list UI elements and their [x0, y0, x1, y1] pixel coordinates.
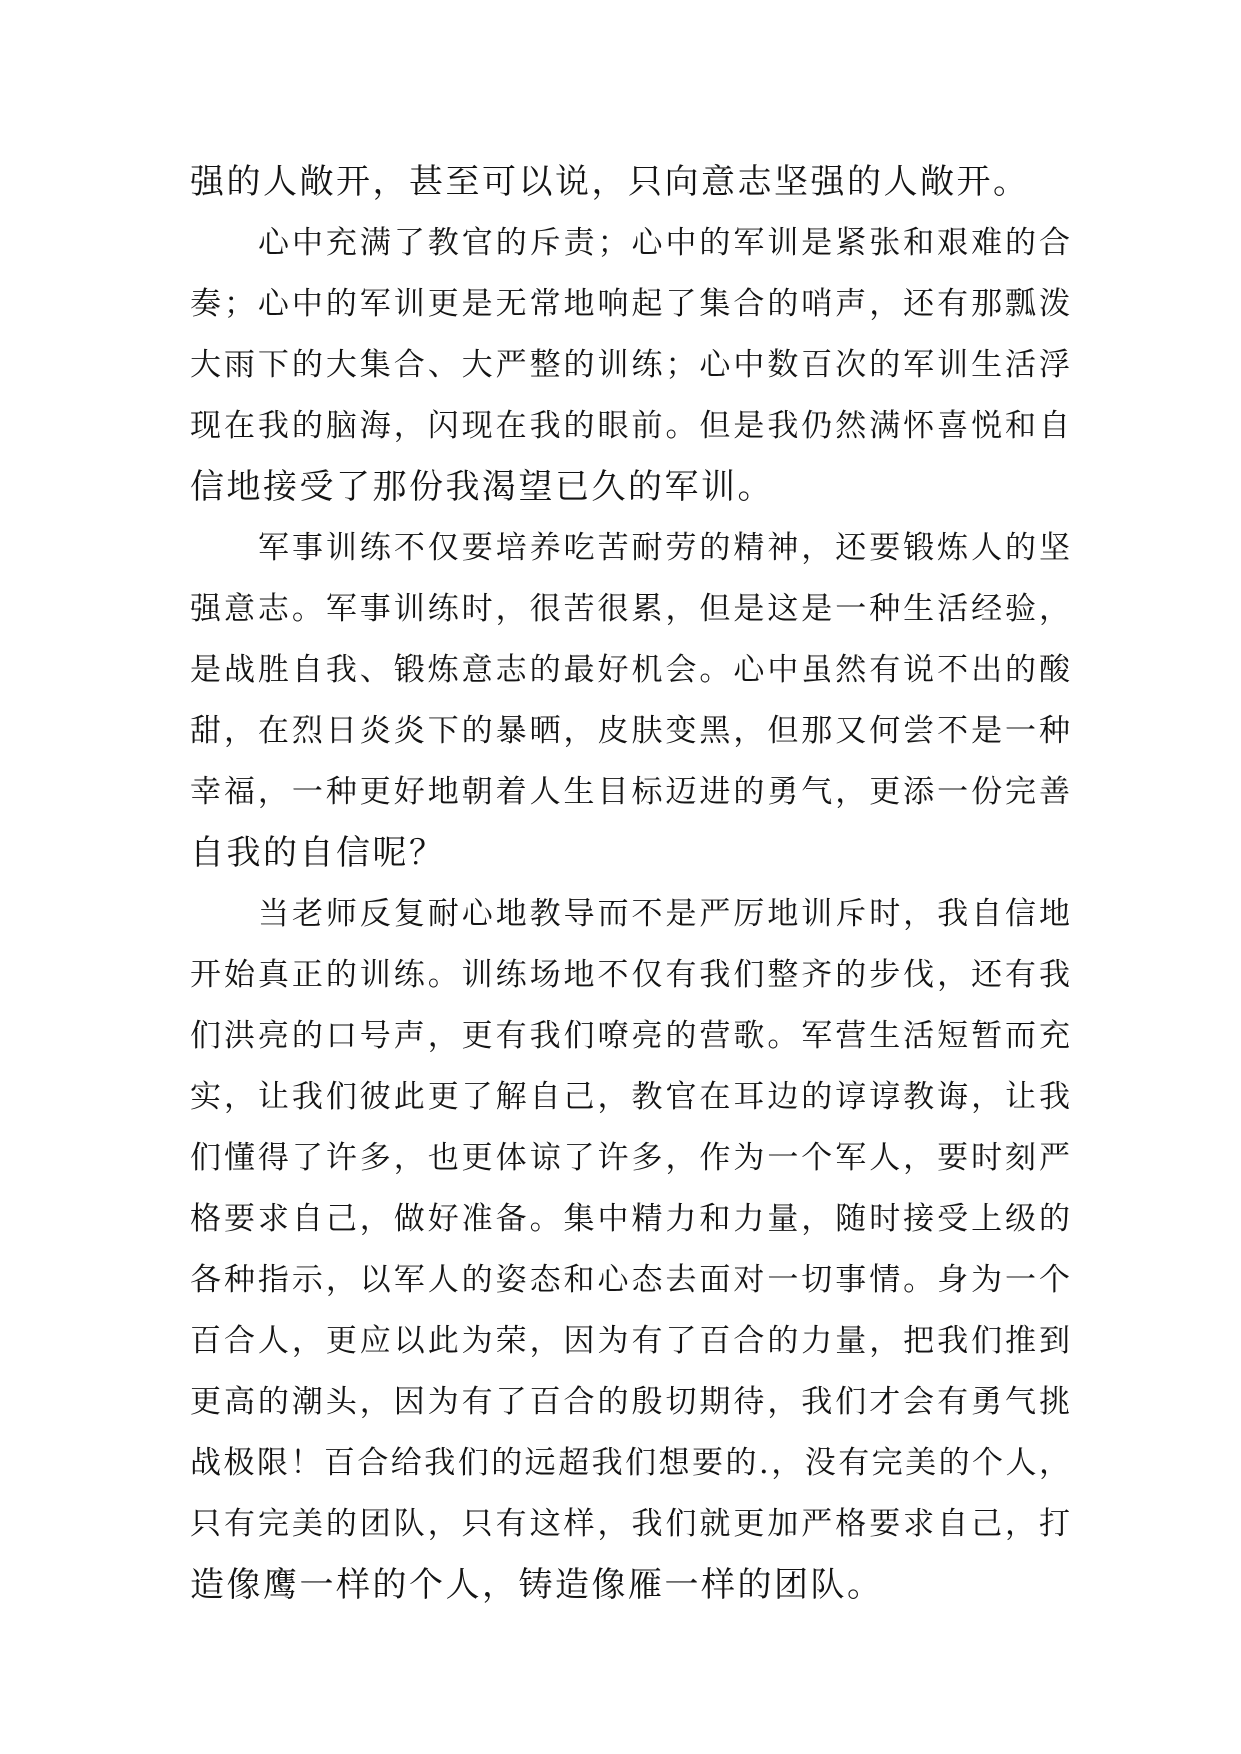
text-line: 自我的自信呢？: [190, 833, 446, 873]
body-text: [190, 152, 1070, 1616]
text-line: 是战胜自我、锻炼意志的最好机会。心中虽然有说不出的酸: [190, 652, 1070, 688]
text-line: 战极限！百合给我们的远超我们想要的.，没有完美的个人，: [190, 1445, 1070, 1481]
text-line: 们懂得了许多，也更体谅了许多，作为一个军人，要时刻严: [190, 1140, 1070, 1176]
text-line: 军事训练不仅要培养吃苦耐劳的精神，还要锻炼人的坚: [258, 530, 1070, 566]
text-line: 现在我的脑海，闪现在我的眼前。但是我仍然满怀喜悦和自: [190, 408, 1070, 444]
text-line: 只有完美的团队，只有这样，我们就更加严格要求自己，打: [190, 1506, 1070, 1542]
text-line: 当老师反复耐心地教导而不是严厉地训斥时，我自信地: [258, 896, 1070, 932]
text-line: 强的人敞开，甚至可以说，只向意志坚强的人敞开。: [190, 162, 1030, 202]
text-line: 大雨下的大集合、大严整的训练；心中数百次的军训生活浮: [190, 347, 1070, 383]
text-line: 各种指示，以军人的姿态和心态去面对一切事情。身为一个: [190, 1262, 1070, 1298]
text-line: 开始真正的训练。训练场地不仅有我们整齐的步伐，还有我: [190, 957, 1070, 993]
text-line: 心中充满了教官的斥责；心中的军训是紧张和艰难的合: [258, 225, 1070, 261]
text-line: 格要求自己，做好准备。集中精力和力量，随时接受上级的: [190, 1201, 1070, 1237]
text-line: 奏；心中的军训更是无常地响起了集合的哨声，还有那瓢泼: [190, 286, 1070, 322]
text-line: 甜，在烈日炎炎下的暴晒，皮肤变黑，但那又何尝不是一种: [190, 713, 1070, 749]
text-line: 强意志。军事训练时，很苦很累，但是这是一种生活经验，: [190, 591, 1070, 627]
text-line: 实，让我们彼此更了解自己，教官在耳边的谆谆教诲，让我: [190, 1079, 1070, 1115]
text-line: 百合人，更应以此为荣，因为有了百合的力量，把我们推到: [190, 1323, 1070, 1359]
text-line: 们洪亮的口号声，更有我们嘹亮的营歌。军营生活短暂而充: [190, 1018, 1070, 1054]
text-line: 造像鹰一样的个人，铸造像雁一样的团队。: [190, 1565, 884, 1605]
text-line: 信地接受了那份我渴望已久的军训。: [190, 467, 774, 507]
text-line: 幸福，一种更好地朝着人生目标迈进的勇气，更添一份完善: [190, 774, 1070, 810]
text-line: 更高的潮头，因为有了百合的殷切期待，我们才会有勇气挑: [190, 1384, 1070, 1420]
